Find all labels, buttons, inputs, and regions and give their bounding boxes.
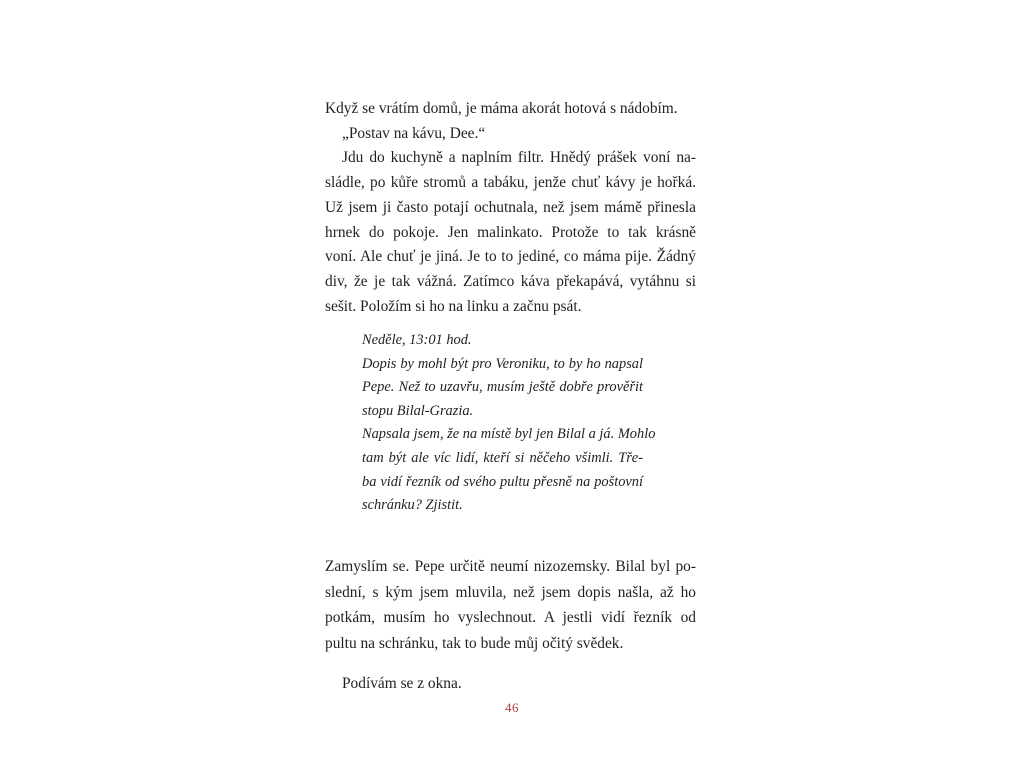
page-number: 46	[505, 700, 519, 715]
text-line: Zamyslím se. Pepe určitě neumí nizozemsky. Bilal byl po-	[325, 558, 696, 576]
text-line: Jdu do kuchyně a naplním filtr. Hnědý prášek voní na-	[342, 149, 696, 167]
text-line: sládle, po kůře stromů a tabáku, jenže chuť kávy je hořká.	[325, 174, 696, 192]
paragraph	[325, 97, 696, 122]
body-text-bottom	[325, 539, 696, 712]
diary-entry	[362, 329, 656, 518]
diary-heading: Neděle, 13:01 hod.	[362, 332, 472, 348]
body-text-top	[325, 97, 696, 319]
text-line: voní. Ale chuť je jiná. Je to to jediné, co máma pije. Žádný	[325, 248, 696, 266]
text-line: Pepe. Než to uzavřu, musím ještě dobře prověřit	[362, 379, 643, 396]
text-line: slední, s kým jsem mluvila, než jsem dopis našla, až ho	[325, 583, 696, 601]
text-line: schránku? Zjistit.	[362, 497, 463, 514]
text-line: ba vidí řezník od svého pultu přesně na poštovní	[362, 473, 643, 490]
text-line: „Postav na kávu, Dee.“	[342, 124, 486, 142]
text-line: stopu Bilal-Grazia.	[362, 402, 474, 419]
text-line: Napsala jsem, že na místě byl jen Bilal a já. Mohlo	[362, 426, 656, 443]
paragraph	[325, 146, 696, 319]
text-line: Už jsem ji často potají ochutnala, než jsem mámě přinesla	[325, 198, 696, 216]
paragraph	[325, 554, 696, 656]
text-line: pultu na schránku, tak to bude můj očitý svědek.	[325, 634, 624, 652]
text-line: hrnek do pokoje. Jen malinkato. Protože to tak krásně	[325, 223, 696, 241]
paragraph	[325, 671, 696, 696]
text-line: Podívám se z okna.	[342, 675, 462, 693]
paragraph	[325, 122, 696, 147]
text-line: div, že je tak vážná. Zatímco káva překapává, vytáhnu si	[325, 272, 696, 290]
text-line: Dopis by mohl být pro Veroniku, to by ho napsal	[362, 355, 643, 372]
text-line: Když se vrátím domů, je máma akorát hotová s nádobím.	[325, 100, 678, 117]
text-line: sešit. Položím si ho na linku a začnu psát.	[325, 297, 582, 315]
text-line: tam být ale víc lidí, kteří si něčeho všimli. Tře-	[362, 449, 643, 466]
text-line: potkám, musím ho vyslechnout. A jestli vidí řezník od	[325, 609, 696, 627]
